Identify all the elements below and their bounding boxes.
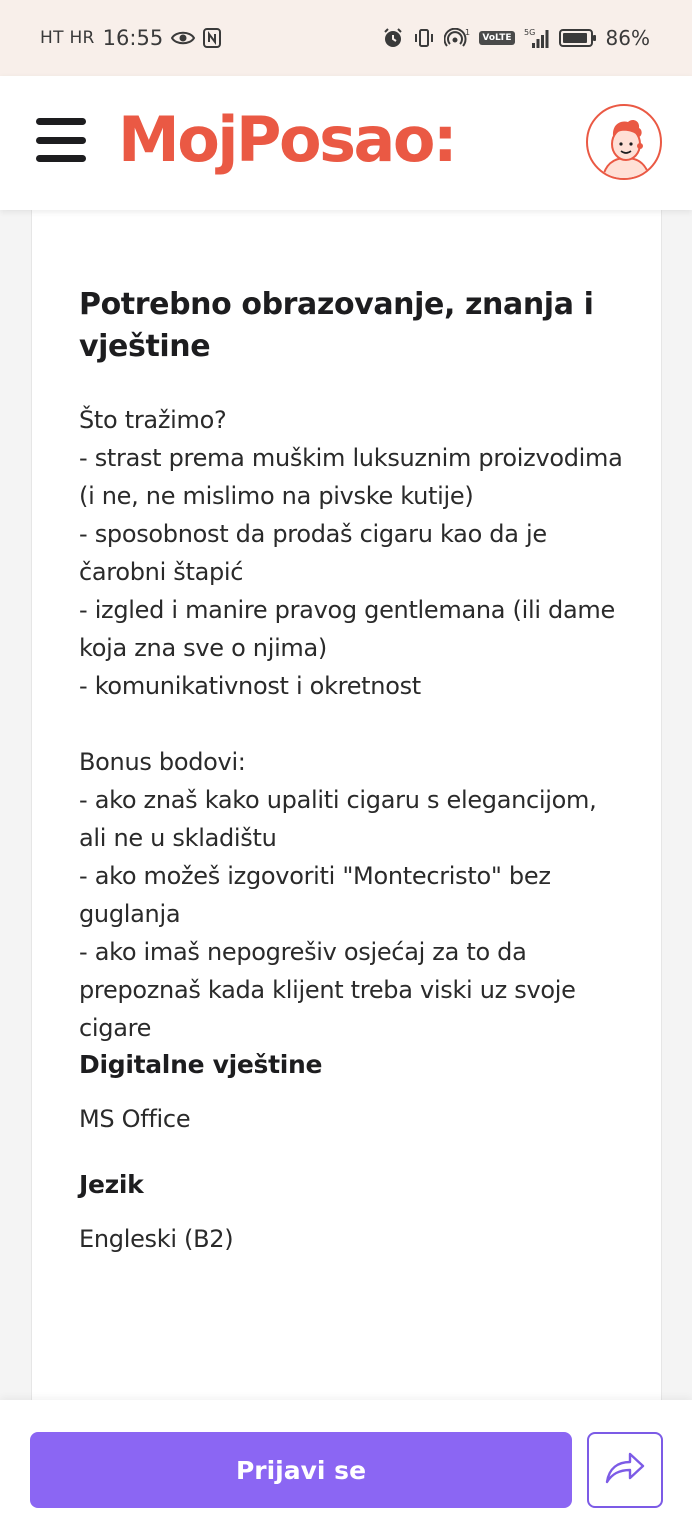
signal-icon xyxy=(524,27,550,49)
hamburger-icon[interactable] xyxy=(36,118,86,162)
clock: 16:55 xyxy=(102,26,164,50)
carrier-label: HT HR xyxy=(40,28,95,48)
svg-text:1: 1 xyxy=(465,28,471,37)
network-label: 5G xyxy=(523,28,535,37)
battery-percent: 86% xyxy=(605,26,650,50)
status-right xyxy=(382,26,650,50)
share-arrow-icon xyxy=(604,1450,646,1491)
nfc-icon xyxy=(203,28,221,48)
language-title: Jezik xyxy=(79,1170,144,1199)
volte-badge: VoLTE xyxy=(479,31,514,45)
requirements-description: Što tražimo? - strast prema muškim luksuznim proizvodima (i ne, ne mislimo na pivske kutije) - sposobnost da prodaš cigaru kao da je čarobni štapić - izgled i manire pravog gentlemana (ili dame koja zna sve o njima) - komunikativnost i okretnost Bonus bodovi: - ako znaš kako upaliti cigaru s elegancijom, ali ne u skladištu - ako možeš izgovoriti "Montecristo" bez guglanja - ako imaš nepogrešiv osjećaj za to da prepoznaš kada klijent treba viski uz svoje cigare xyxy=(79,406,623,1042)
battery-icon xyxy=(559,28,597,48)
app-header xyxy=(0,76,692,210)
bottom-action-bar xyxy=(0,1400,692,1536)
digital-skills-value: MS Office xyxy=(79,1105,191,1133)
logo[interactable]: MojPosao: xyxy=(118,103,456,176)
alarm-icon xyxy=(382,27,404,49)
requirements-card xyxy=(31,210,662,1400)
section-title: Potrebno obrazovanje, znanja i vještine xyxy=(79,287,594,364)
share-button[interactable] xyxy=(587,1432,663,1508)
status-bar xyxy=(0,0,692,76)
language-value: Engleski (B2) xyxy=(79,1225,234,1253)
eye-icon xyxy=(171,30,195,46)
job-details-content[interactable] xyxy=(0,210,692,1400)
vibrate-icon xyxy=(413,28,435,48)
user-avatar-icon[interactable] xyxy=(586,104,662,180)
hotspot-icon xyxy=(444,28,470,48)
apply-button[interactable]: Prijavi se xyxy=(30,1432,572,1508)
status-left xyxy=(40,26,221,50)
digital-skills-title: Digitalne vještine xyxy=(79,1050,323,1079)
